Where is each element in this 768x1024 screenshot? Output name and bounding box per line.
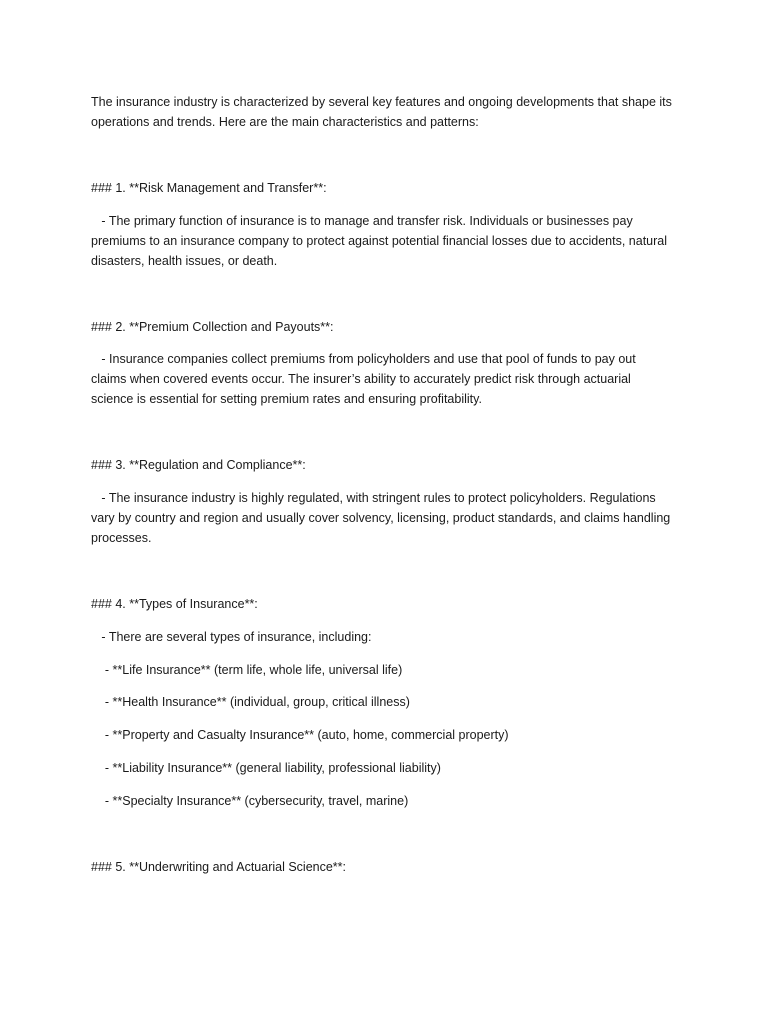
list-item: - **Liability Insurance** (general liability, professional liability) [91,761,441,775]
section-paragraph-line: - The insurance industry is highly regulated, with stringent rules to protect policyholders. Regulations [91,491,656,505]
section-paragraph-line: vary by country and region and usually cover solvency, licensing, product standards, and claims handling [91,511,671,525]
intro-line: The insurance industry is characterized by several key features and ongoing developments that shape its [91,95,672,109]
list-item: - **Health Insurance** (individual, group, critical illness) [91,695,410,709]
section-paragraph-line: - The primary function of insurance is to manage and transfer risk. Individuals or businesses pay [91,214,633,228]
section-paragraph-line: processes. [91,531,152,545]
section-paragraph-line: science is essential for setting premium rates and ensuring profitability. [91,392,482,406]
list-item: - **Property and Casualty Insurance** (auto, home, commercial property) [91,728,509,742]
section-paragraph-line: - There are several types of insurance, including: [91,630,372,644]
section-heading: ### 3. **Regulation and Compliance**: [91,458,306,472]
list-item: - **Specialty Insurance** (cybersecurity, travel, marine) [91,794,409,808]
section-heading: ### 5. **Underwriting and Actuarial Science**: [91,860,347,874]
section-paragraph-line: claims when covered events occur. The insurer’s ability to accurately predict risk through actuarial [91,372,631,386]
section-paragraph-line: - Insurance companies collect premiums from policyholders and use that pool of funds to pay out [91,352,636,366]
section-heading: ### 1. **Risk Management and Transfer**: [91,181,327,195]
list-item: - **Life Insurance** (term life, whole life, universal life) [91,663,403,677]
intro-line: operations and trends. Here are the main characteristics and patterns: [91,115,479,129]
section-paragraph-line: disasters, health issues, or death. [91,254,278,268]
section-paragraph-line: premiums to an insurance company to protect against potential financial losses due to accidents, natural [91,234,668,248]
section-heading: ### 2. **Premium Collection and Payouts**: [91,320,334,334]
section-heading: ### 4. **Types of Insurance**: [91,597,258,611]
